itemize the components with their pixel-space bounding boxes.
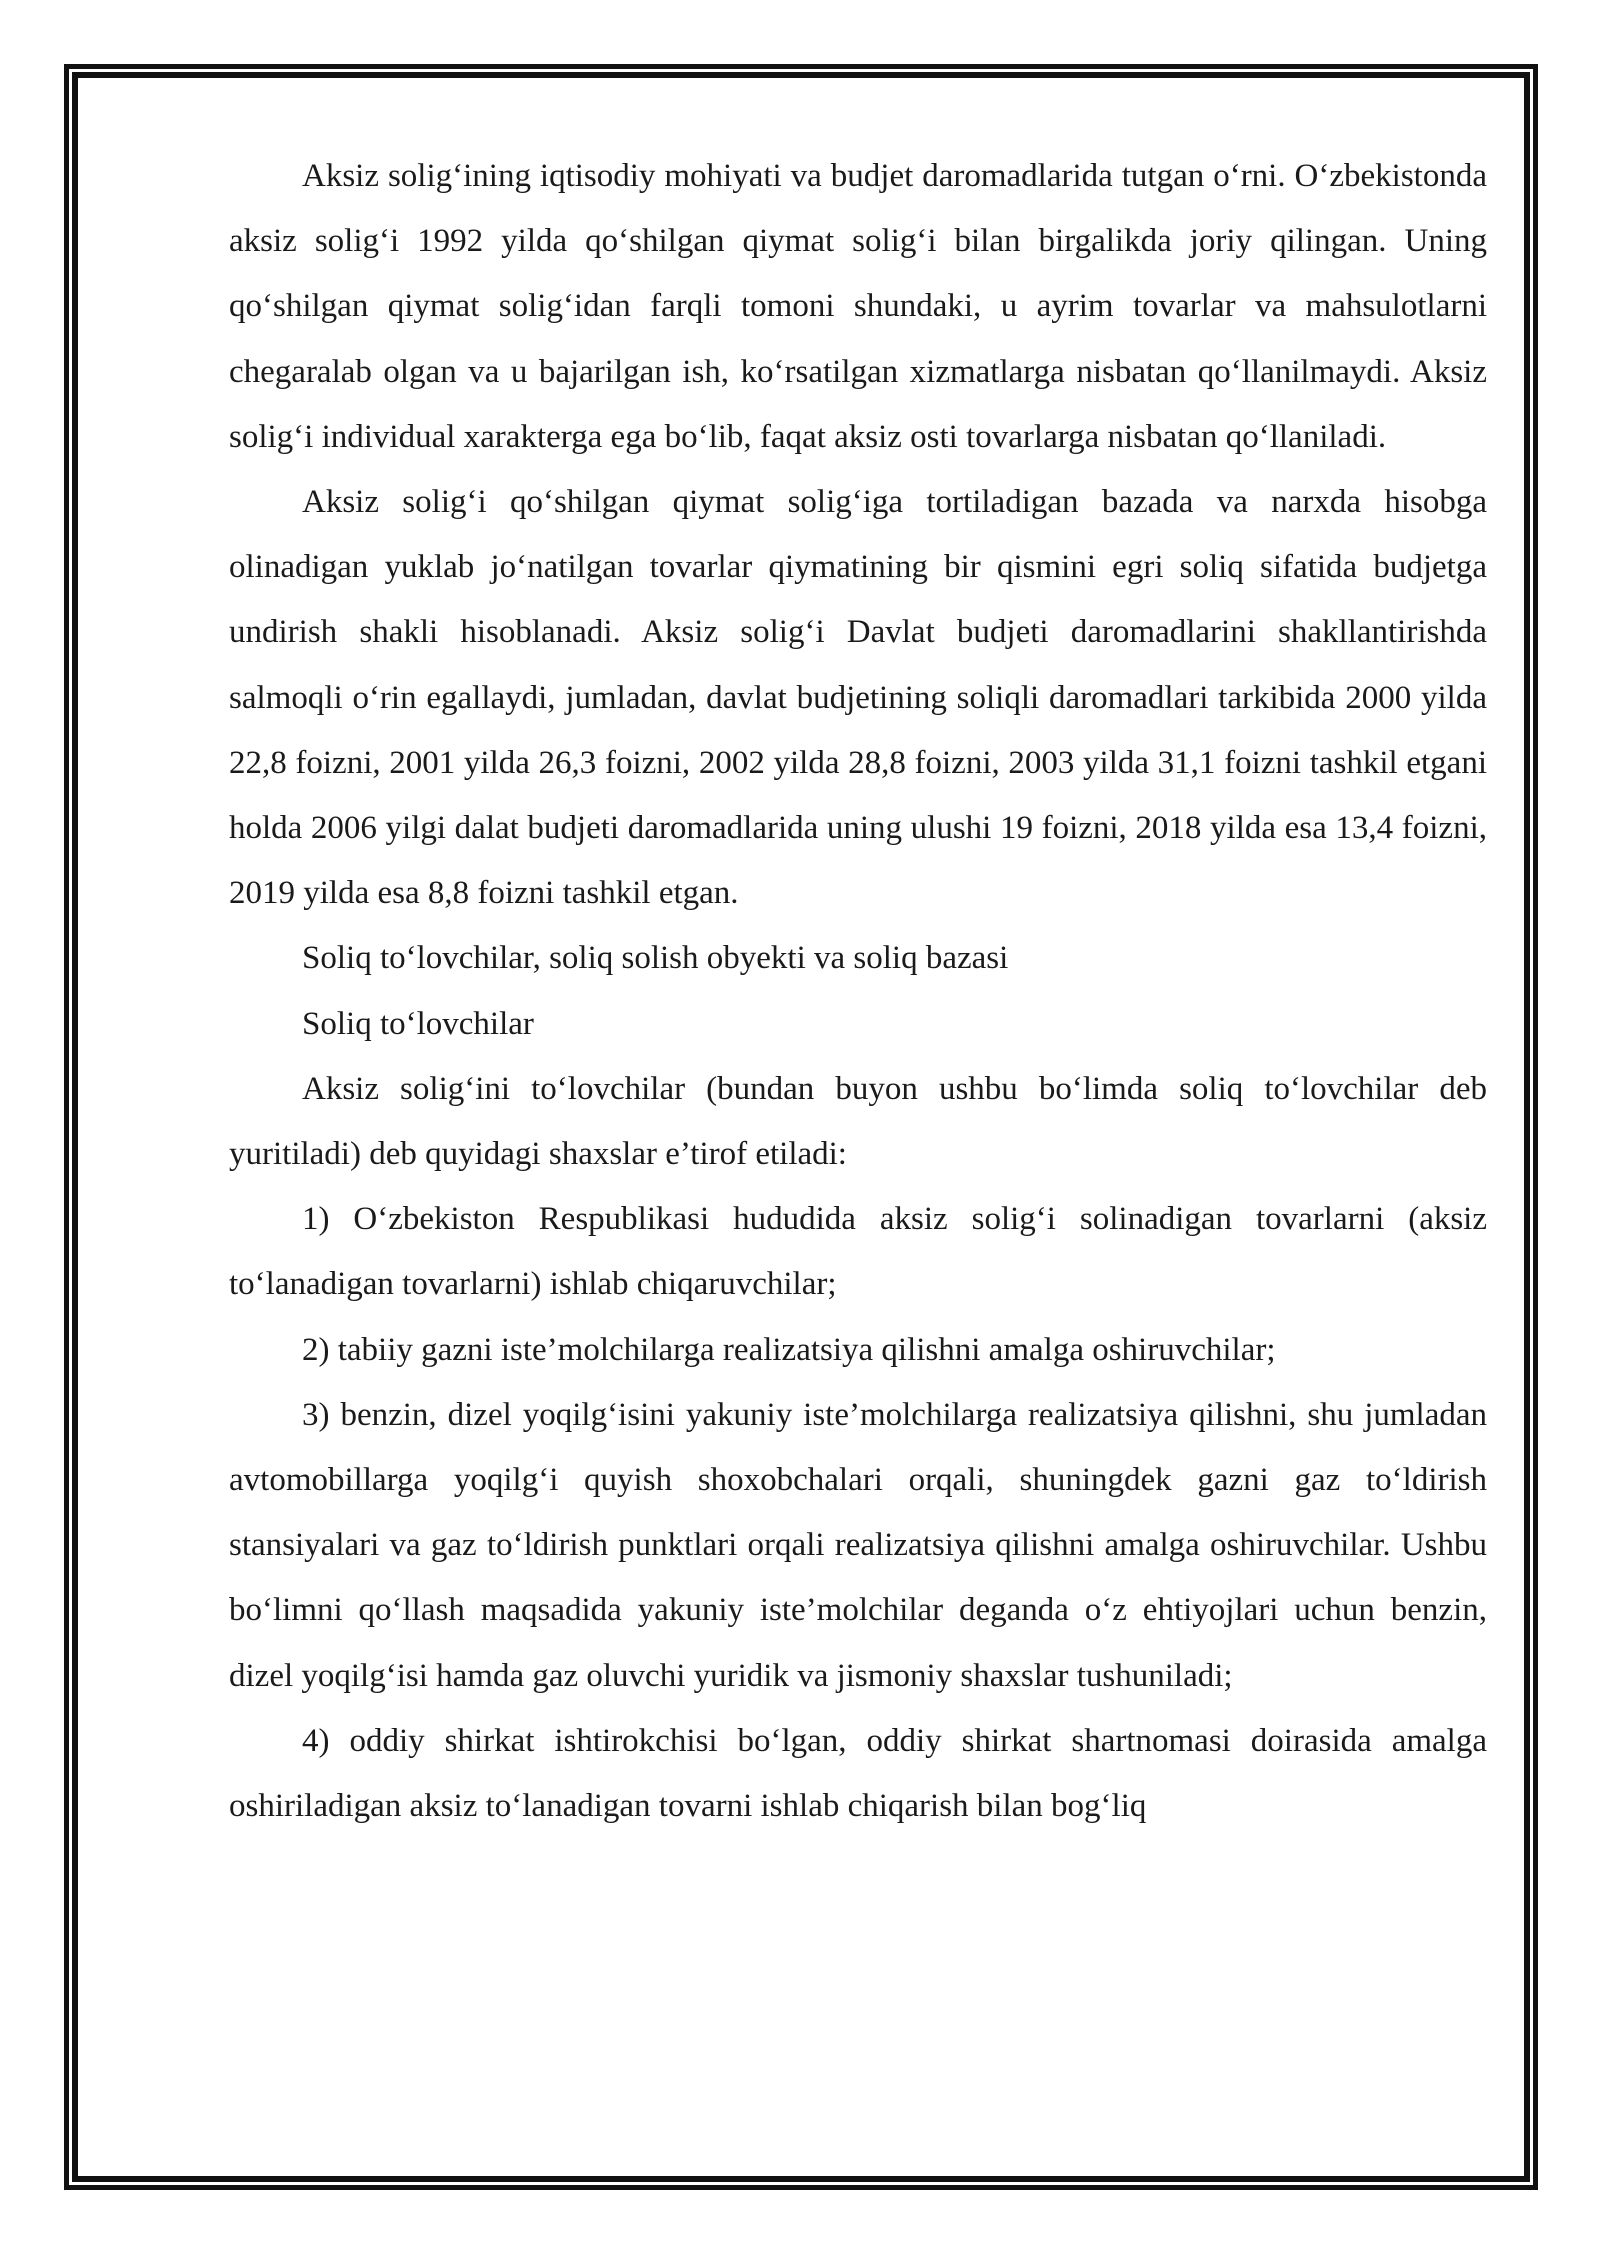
paragraph-excise-tax-budget-share: Aksiz solig‘i qo‘shilgan qiymat solig‘iga tortiladigan bazada va narxda hisobga olinadigan yuklab jo‘natilgan tovarlar qiymatining bir qismini egri soliq sifatida budjetga undirish shakli hisoblanadi. Aksiz solig‘i Davlat budjeti daromadlarini shakllantirishda salmoqli o‘rin egallaydi, jumladan, davlat budjetining soliqli daromadlari tarkibida 2000 yilda 22,8 foizni, 2001 yilda 26,3 foizni, 2002 yilda 28,8 foizni, 2003 yilda 31,1 foizni tashkil etgani holda 2006 yilgi dalat budjeti daromadlarida uning ulushi 19 foizni, 2018 yilda esa 13,4 foizni, 2019 yilda esa 8,8 foizni tashkil etgan. [229,484,1487,912]
list-item-1: 1) O‘zbekiston Respublikasi hududida aksiz solig‘i solinadigan tovarlarni (aksiz to‘lanadigan tovarlarni) ishlab chiqaruvchilar; [229,1201,1487,1303]
list-item-4: 4) oddiy shirkat ishtirokchisi bo‘lgan, oddiy shirkat shartnomasi doirasida amalga oshiriladigan aksiz to‘lanadigan tovarni ishlab chiqarish bilan bog‘liq [229,1722,1487,1825]
paragraph-excise-tax-essence: Aksiz solig‘ining iqtisodiy mohiyati va budjet daromadlarida tutgan o‘rni. O‘zbekistonda aksiz solig‘i 1992 yilda qo‘shilgan qiymat solig‘i bilan birgalikda joriy qilingan. Uning qo‘shilgan qiymat solig‘idan farqli tomoni shundaki, u ayrim tovarlar va mahsulotlarni chegaralab olgan va u bajarilgan ish, ko‘rsatilgan xizmatlarga nisbatan qo‘llanilmaydi. Aksiz solig‘i individual xarakterga ega bo‘lib, faqat aksiz osti tovarlarga nisbatan qo‘llaniladi. [229,158,1487,455]
list-item-3: 3) benzin, dizel yoqilg‘isini yakuniy iste’molchilarga realizatsiya qilishni, shu jumladan avtomobillarga yoqilg‘i quyish shoxobchalari orqali, shuningdek gazni gaz to‘ldirish stansiyalari va gaz to‘ldirish punktlari orqali realizatsiya qilishni amalga oshiruvchilar. Ushbu bo‘limni qo‘llash maqsadida yakuniy iste’molchilar deganda o‘z ehtiyojlari uchun benzin, dizel yoqilg‘isi hamda gaz oluvchi yuridik va jismoniy shaxslar tushuniladi; [229,1396,1487,1694]
paragraph-taxpayers-intro: Aksiz solig‘ini to‘lovchilar (bundan buyon ushbu bo‘limda soliq to‘lovchilar deb yuritiladi) deb quyidagi shaxslar e’tirof etiladi: [229,1070,1487,1173]
section-heading-taxpayers-object-base: Soliq to‘lovchilar, soliq solish obyekti va soliq bazasi [302,940,1009,977]
subsection-heading-taxpayers: Soliq to‘lovchilar [302,1005,534,1042]
list-item-2: 2) tabiiy gazni iste’molchilarga realizatsiya qilishni amalga oshiruvchilar; [302,1331,1276,1368]
document-body [229,144,1487,1839]
